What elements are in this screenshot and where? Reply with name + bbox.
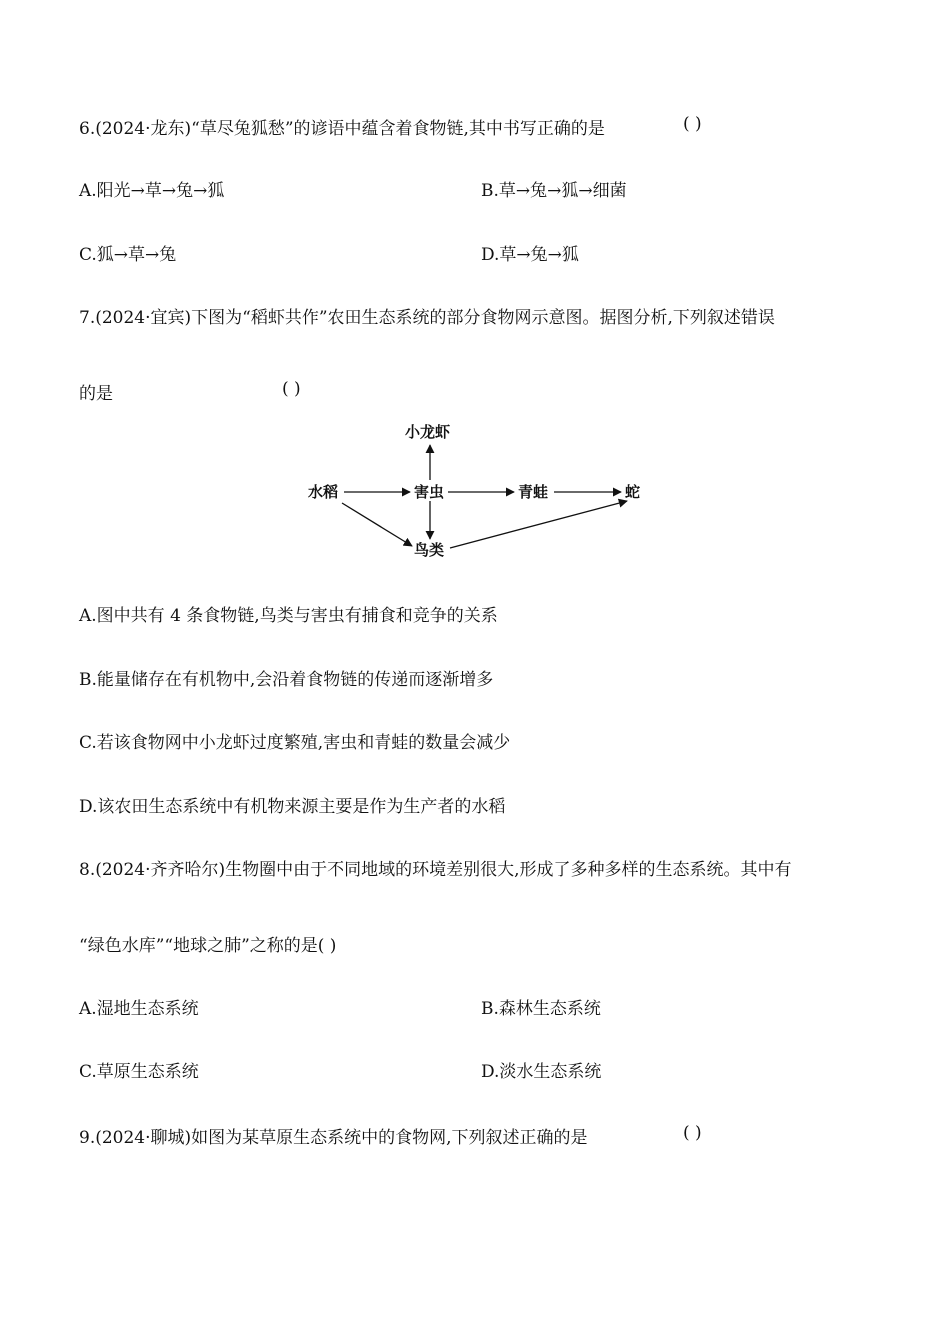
q7-option-a: A.图中共有 4 条食物链,鸟类与害虫有捕食和竞争的关系 [79,606,498,626]
node-shuidao: 水稻 [308,483,339,501]
q9-answer-paren: ( ) [683,1123,702,1143]
q9-stem: 9.(2024·聊城)如图为某草原生态系统中的食物网,下列叙述正确的是 [79,1128,588,1148]
q8-option-a: A.湿地生态系统 [79,999,199,1019]
q7-stem-line1: 7.(2024·宜宾)下图为“稻虾共作”农田生态系统的部分食物网示意图。据图分析,下列叙述错误 [79,308,775,328]
q7-option-c: C.若该食物网中小龙虾过度繁殖,害虫和青蛙的数量会减少 [79,733,511,753]
q7-answer-paren: ( ) [282,379,301,399]
q8-option-b: B.森林生态系统 [481,999,601,1019]
q8-stem-line2: “绿色水库”“地球之肺”之称的是( ) [79,936,337,956]
node-qingwa: 青蛙 [518,483,549,501]
q8-option-c: C.草原生态系统 [79,1062,199,1082]
node-haichong: 害虫 [414,483,445,501]
q7-option-b: B.能量储存在有机物中,会沿着食物链的传递而逐渐增多 [79,670,494,690]
arrow-niaolei-to-she [450,501,627,548]
q8-option-d: D.淡水生态系统 [481,1062,602,1082]
q7-option-d: D.该农田生态系统中有机物来源主要是作为生产者的水稻 [79,797,506,817]
q6-option-c: C.狐→草→兔 [79,245,177,265]
q8-stem-line1: 8.(2024·齐齐哈尔)生物圈中由于不同地域的环境差别很大,形成了多种多样的生态系统。其中有 [79,860,792,880]
q6-answer-paren: ( ) [683,114,702,134]
q6-option-b: B.草→兔→狐→细菌 [481,181,627,201]
node-niaolei: 鸟类 [414,541,445,559]
q6-option-a: A.阳光→草→兔→狐 [79,181,225,201]
node-she: 蛇 [625,483,641,501]
q7-stem-line2: 的是 [79,384,113,404]
node-xiaolongxia: 小龙虾 [405,423,451,441]
q6-stem: 6.(2024·龙东)“草尽兔狐愁”的谚语中蕴含着食物链,其中书写正确的是 [79,119,605,139]
arrow-shuidao-to-niaolei [342,503,412,546]
food-web-diagram [0,415,950,565]
q6-option-d: D.草→兔→狐 [481,245,579,265]
